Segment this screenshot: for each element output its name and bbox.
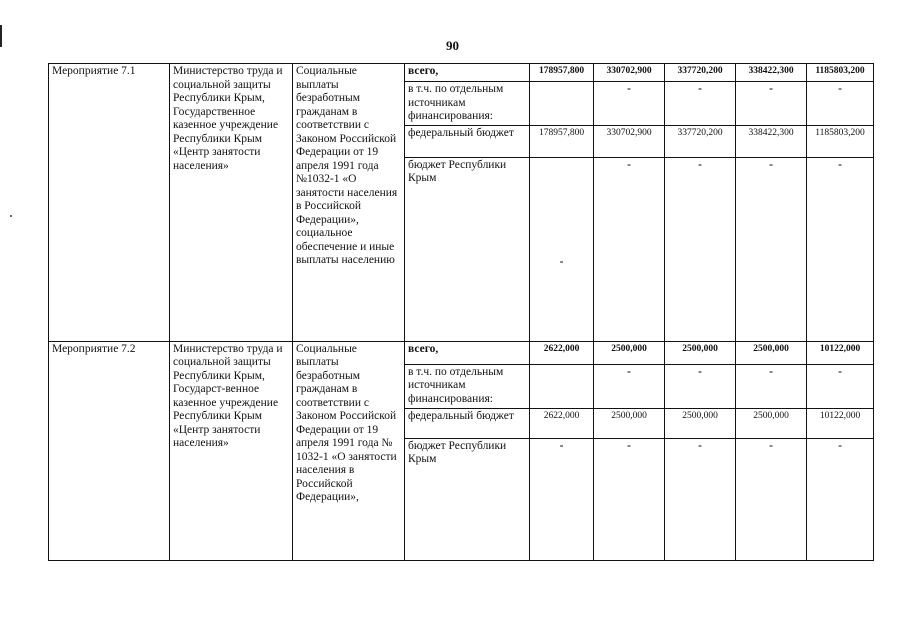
amount-cell: 178957,800 <box>530 64 594 82</box>
amount-cell: 10122,000 <box>807 408 874 438</box>
amount-cell: 2622,000 <box>530 408 594 438</box>
amount-cell: 2500,000 <box>594 341 665 364</box>
amount-cell <box>530 364 594 408</box>
amount-cell: 330702,900 <box>594 125 665 157</box>
amount-cell: 2500,000 <box>594 408 665 438</box>
amount-cell: 330702,900 <box>594 64 665 82</box>
amount-cell: - <box>807 157 874 341</box>
amount-cell: - <box>736 438 807 560</box>
scan-speck <box>10 215 12 217</box>
amount-cell: 2500,000 <box>736 408 807 438</box>
table-row <box>49 64 874 82</box>
amount-cell <box>530 82 594 126</box>
amount-cell: 2500,000 <box>665 341 736 364</box>
source-label: бюджет Республики Крым <box>405 157 530 341</box>
amount-cell: - <box>736 364 807 408</box>
amount-cell: - <box>807 82 874 126</box>
source-label: всего, <box>405 341 530 364</box>
source-label: всего, <box>405 64 530 82</box>
amount-cell: 1185803,200 <box>807 125 874 157</box>
amount-cell: - <box>594 438 665 560</box>
amount-cell: - <box>665 157 736 341</box>
amount-cell: - <box>530 157 594 341</box>
source-label: бюджет Республики Крым <box>405 438 530 560</box>
measure-name: Мероприятие 7.2 <box>49 341 170 560</box>
source-label: в т.ч. по отдельным источникам финансирования: <box>405 82 530 126</box>
amount-cell: 10122,000 <box>807 341 874 364</box>
source-label: федеральный бюджет <box>405 125 530 157</box>
amount-cell: - <box>665 438 736 560</box>
measure-description: Социальные выплаты безработным гражданам в соответствии с Законом Российской Федерации от 19 апреля 1991 года № 1032-1 «О занятости населения в Российской Федерации», <box>293 341 405 560</box>
amount-cell: 178957,800 <box>530 125 594 157</box>
amount-cell: - <box>665 82 736 126</box>
table-row <box>49 341 874 364</box>
amount-cell: 338422,300 <box>736 125 807 157</box>
page-number: 90 <box>446 38 459 53</box>
amount-cell: 337720,200 <box>665 64 736 82</box>
measure-executor: Министерство труда и социальной защиты Республики Крым, Государст-венное казенное учреждение Республики Крым «Центр занятости населения» <box>170 341 293 560</box>
amount-cell: 2500,000 <box>665 408 736 438</box>
amount-cell: 337720,200 <box>665 125 736 157</box>
amount-cell: - <box>665 364 736 408</box>
measure-description: Социальные выплаты безработным гражданам в соответствии с Законом Российской Федерации от 19 апреля 1991 года №1032-1 «О занятости населения в Российской Федерации», социальное обеспечение и иные выплаты населению <box>293 64 405 342</box>
measure-name: Мероприятие 7.1 <box>49 64 170 342</box>
measure-executor: Министерство труда и социальной защиты Республики Крым, Государственное казенное учреждение Республики Крым «Центр занятости населения» <box>170 64 293 342</box>
amount-cell: 338422,300 <box>736 64 807 82</box>
amount-cell: - <box>594 364 665 408</box>
amount-cell: - <box>530 438 594 560</box>
amount-cell: 2622,000 <box>530 341 594 364</box>
amount-cell: 1185803,200 <box>807 64 874 82</box>
funding-table <box>48 63 874 561</box>
source-label: в т.ч. по отдельным источникам финансирования: <box>405 364 530 408</box>
amount-cell: - <box>807 364 874 408</box>
amount-cell: - <box>594 157 665 341</box>
amount-cell: 2500,000 <box>736 341 807 364</box>
amount-cell: - <box>594 82 665 126</box>
amount-cell: - <box>736 157 807 341</box>
amount-cell: - <box>736 82 807 126</box>
source-label: федеральный бюджет <box>405 408 530 438</box>
amount-cell: - <box>807 438 874 560</box>
